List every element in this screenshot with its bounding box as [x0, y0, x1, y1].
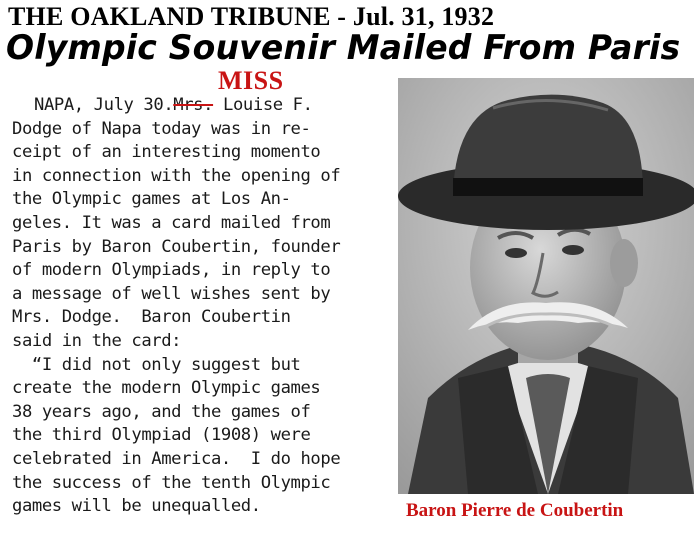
portrait-photo — [398, 78, 694, 494]
article-line: 38 years ago, and the games of — [12, 401, 311, 422]
article-line: create the modern Olympic games — [12, 378, 321, 399]
article-body — [12, 94, 390, 519]
article-line: in connection with the opening of — [12, 165, 341, 186]
article-line: of modern Olympiads, in reply to — [12, 260, 331, 281]
article-line: said in the card: — [12, 330, 182, 351]
newspaper-masthead: THE OAKLAND TRIBUNE - Jul. 31, 1932 — [8, 2, 495, 31]
struck-title: Mrs. — [173, 95, 214, 115]
article-headline: Olympic Souvenir Mailed From Paris — [6, 28, 681, 68]
article-line: “I did not only suggest but — [12, 354, 301, 375]
article-line: celebrated in America. I do hope — [12, 448, 341, 469]
article-line: geles. It was a card mailed from — [12, 212, 331, 233]
dateline: NAPA, July 30. — [34, 95, 174, 115]
article-line: the third Olympiad (1908) were — [12, 425, 311, 446]
article-line-first — [12, 94, 390, 118]
portrait-illustration — [398, 78, 694, 494]
article-line: Dodge of Napa today was in re- — [12, 118, 311, 139]
article-line: Mrs. Dodge. Baron Coubertin — [12, 307, 291, 328]
article-line-rest: Louise F. — [213, 95, 313, 115]
article-line: the Olympic games at Los An- — [12, 189, 291, 210]
article-line: ceipt of an interesting momento — [12, 142, 321, 163]
article-line: Paris by Baron Coubertin, founder — [12, 236, 341, 257]
photo-caption: Baron Pierre de Coubertin — [406, 500, 624, 521]
article-line: the success of the tenth Olympic — [12, 472, 331, 493]
article-line: a message of well wishes sent by — [12, 283, 331, 304]
correction-annotation: MISS — [218, 66, 284, 95]
article-line: games will be unequalled. — [12, 496, 261, 517]
